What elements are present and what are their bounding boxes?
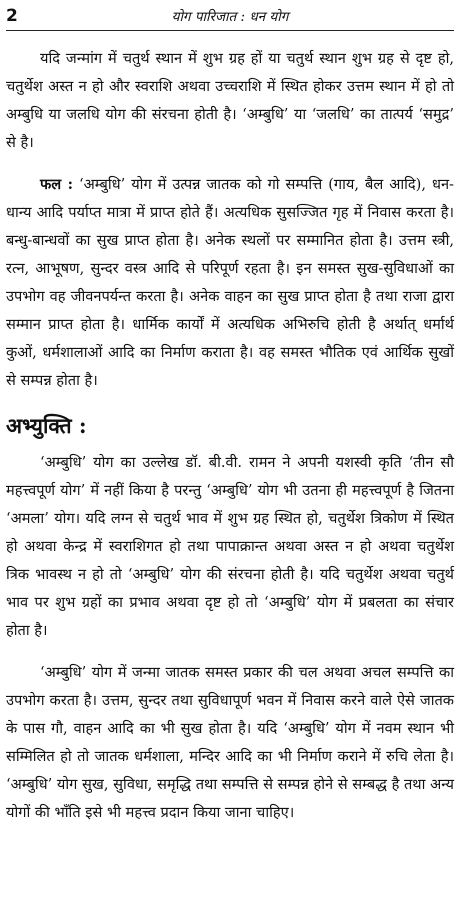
page-header [6,4,454,31]
commentary-paragraph-2: ‘अम्बुधि’ योग में जन्मा जातक समस्त प्रकार की चल अथवा अचल सम्पत्ति का उपभोग करता है। उत्तम, सुन्दर तथा सुविधापूर्ण भवन में निवास करने वाले ऐसे जातक के पास गौ, वाहन आदि का भी सुख होता है। यदि ‘अम्बुधि’ योग में नवम स्थान भी सम्मिलित हो तो जातक धर्मशाला, मन्दिर आदि का भी निर्माण कराने में रुचि लेता है। ‘अम्बुधि’ योग सुख, सुविधा, समृद्धि तथा सम्पत्ति से सम्पन्न होने से सम्बद्ध है तथा अन्य योगों की भाँति इसे भी महत्त्व प्रदान किया जाना चाहिए। [6,664,454,821]
result-paragraph [6,171,454,395]
result-label: फल : [40,176,73,193]
result-text: ‘अम्बुधि’ योग में उत्पन्न जातक को गो सम्पत्ति (गाय, बैल आदि), धन-धान्य आदि पर्याप्त मात्रा में प्राप्त होते हैं। अत्यधिक सुसज्जित गृह में निवास करता है। बन्धु-बान्धवों का सुख प्राप्त होता है। अनेक स्थलों पर सम्मानित होता है। उत्तम स्त्री, रत्न, आभूषण, सुन्दर वस्त्र आदि से परिपूर्ण रहता है। इन समस्त सुख-सुविधाओं का उपभोग वह जीवनपर्यन्त करता है। अनेक वाहन का सुख प्राप्त होता है तथा राजा द्वारा सम्मान प्राप्त होता है। धार्मिक कार्यों में अत्यधिक अभिरुचि होती है अर्थात् धर्मार्थ कुओं, धर्मशालाओं आदि का निर्माण कराता है। वह समस्त भौतिक एवं आर्थिक सुखों से सम्पन्न होता है। [6,176,454,389]
page-number: 2 [6,6,18,26]
section-heading: अभ्युक्ति : [6,413,87,438]
commentary-paragraph-1: ‘अम्बुधि’ योग का उल्लेख डॉ. बी.वी. रामन ने अपनी यशस्वी कृति ‘तीन सौ महत्त्वपूर्ण योग’ में नहीं किया है परन्तु ‘अम्बुधि’ योग भी उतना ही महत्त्वपूर्ण है जितना ‘अमला’ योग। यदि लग्न से चतुर्थ भाव में शुभ ग्रह स्थित हो, चतुर्थेश त्रिकोण में स्थित हो अथवा केन्द्र में स्वराशिगत हो तथा पापाक्रान्त अथवा अस्त न हो अथवा चतुर्थेश त्रिक भावस्थ न हो तो ‘अम्बुधि’ योग की संरचना होती है। यदि चतुर्थेश अथवा चतुर्थ भाव पर शुभ ग्रहों का प्रभाव अथवा दृष्ट हो तो ‘अम्बुधि’ योग में प्रबलता का संचार होता है। [6,454,454,639]
page-body [6,31,454,827]
running-title: योग पारिजात : धन योग [171,9,289,25]
intro-paragraph: यदि जन्मांग में चतुर्थ स्थान में शुभ ग्रह हों या चतुर्थ स्थान शुभ ग्रह से दृष्ट हो, चतुर्थेश अस्त न हो और स्वराशि अथवा उच्चराशि में स्थित होकर उत्तम स्थान में हो तो अम्बुधि या जलधि योग की संरचना होती है। ‘अम्बुधि’ या ‘जलधि’ का तात्पर्य ‘समुद्र’ से है। [6,50,454,151]
